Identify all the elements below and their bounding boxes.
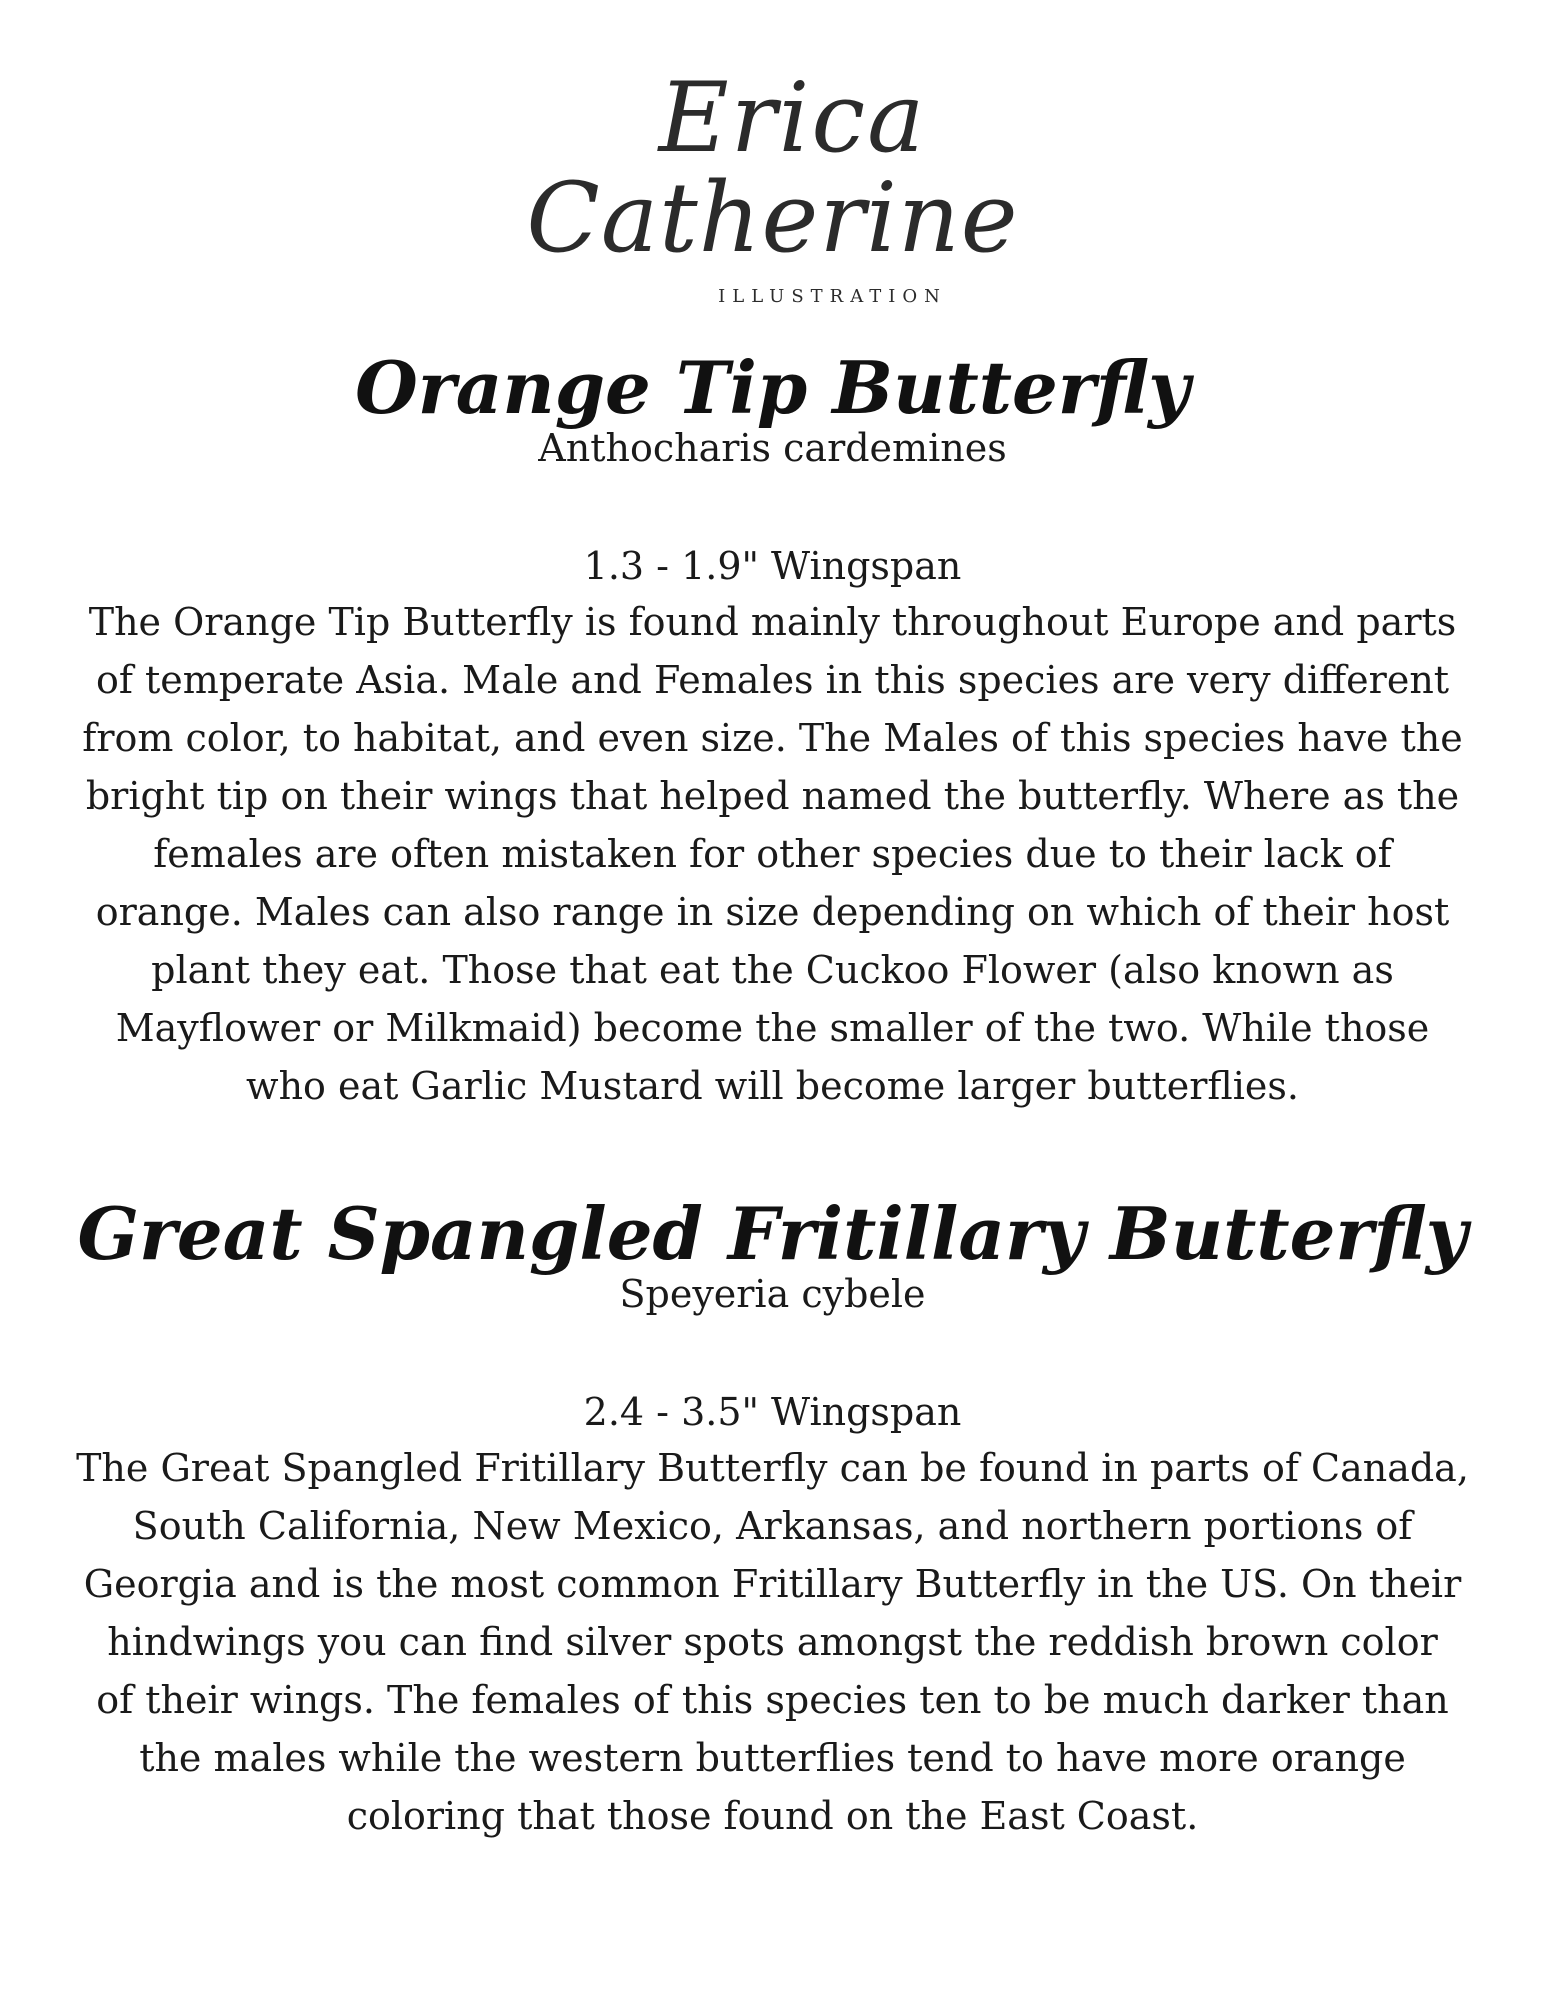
paragraph-line: of their wings. The females of this species ten to be much darker than <box>96 1678 1449 1723</box>
paragraph-line: Mayflower or Milkmaid) become the smaller of the two. While those <box>115 1006 1430 1051</box>
paragraph-line: hindwings you can find silver spots amongst the reddish brown color <box>107 1620 1438 1665</box>
description-paragraph <box>50 593 1495 1115</box>
paragraph-line: The Orange Tip Butterfly is found mainly throughout Europe and parts <box>88 600 1457 645</box>
scientific-name: Anthocharis cardemines <box>538 426 1007 470</box>
paragraph-line: South California, New Mexico, Arkansas, and northern portions of <box>132 1504 1413 1549</box>
wingspan-label: 1.3 - 1.9" Wingspan <box>583 543 962 588</box>
logo-tagline: ILLUSTRATION <box>718 286 947 307</box>
paragraph-line: of temperate Asia. Male and Females in this species are very different <box>95 658 1450 703</box>
section-title: Orange Tip Butterfly <box>355 345 1190 430</box>
paragraph-line: bright tip on their wings that helped named the butterfly. Where as the <box>85 774 1460 819</box>
paragraph-line: coloring that those found on the East Coast. <box>346 1794 1199 1839</box>
description-paragraph <box>50 1439 1495 1845</box>
logo-first-name: Erica <box>658 62 927 174</box>
brand-logo <box>0 60 1545 320</box>
paragraph-line: the males while the western butterflies tend to have more orange <box>139 1736 1406 1781</box>
paragraph-line: orange. Males can also range in size depending on which of their host <box>95 890 1450 935</box>
wingspan-label: 2.4 - 3.5" Wingspan <box>583 1389 962 1434</box>
butterfly-section-orange-tip <box>50 345 1495 1115</box>
paragraph-line: from color, to habitat, and even size. The Males of this species have the <box>82 716 1463 761</box>
section-title: Great Spangled Fritillary Butterfly <box>77 1191 1468 1276</box>
paragraph-line: who eat Garlic Mustard will become larger butterflies. <box>246 1064 1299 1109</box>
butterfly-section-great-spangled-fritillary <box>50 1191 1495 1845</box>
paragraph-line: plant they eat. Those that eat the Cuckoo Flower (also known as <box>151 948 1394 993</box>
scientific-name: Speyeria cybele <box>619 1272 926 1316</box>
paragraph-line: The Great Spangled Fritillary Butterfly can be found in parts of Canada, <box>76 1446 1469 1491</box>
paragraph-line: females are often mistaken for other species due to their lack of <box>153 832 1392 877</box>
logo-last-name: Catherine <box>526 162 1019 274</box>
paragraph-line: Georgia and is the most common Fritillary Butterfly in the US. On their <box>83 1562 1462 1607</box>
